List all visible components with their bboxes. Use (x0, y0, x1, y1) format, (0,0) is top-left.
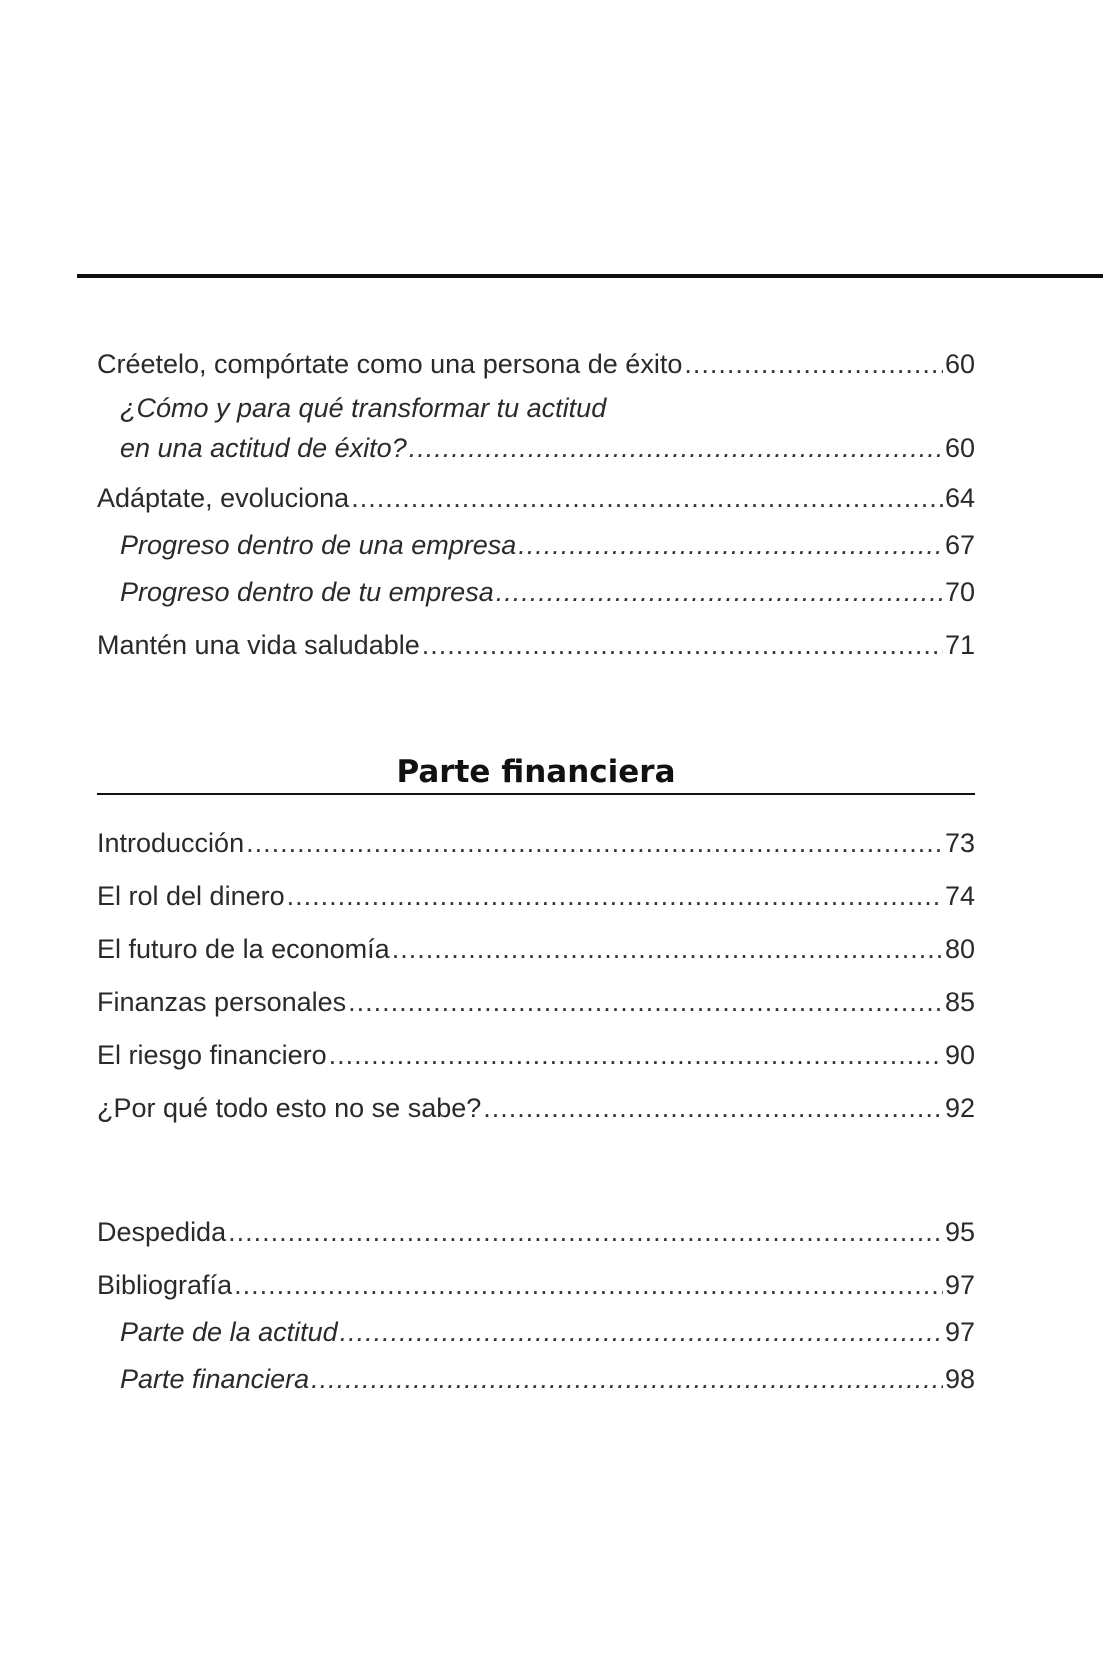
toc-entry-title: Parte financiera (120, 1364, 310, 1394)
toc-entry-title: Bibliografía (97, 1270, 233, 1300)
toc-entry-page: 67 (944, 530, 975, 560)
toc-entry-page: 60 (944, 433, 975, 463)
dot-leader (684, 347, 943, 381)
toc-entry[interactable] (97, 985, 975, 1019)
toc-subentry[interactable] (97, 575, 975, 609)
toc-entry-page: 98 (944, 1364, 975, 1394)
dot-leader (246, 826, 943, 860)
toc-subentry-two-line[interactable] (97, 391, 975, 465)
dot-leader (422, 628, 943, 662)
dot-leader (483, 1091, 943, 1125)
toc-entry-page: 97 (944, 1317, 975, 1347)
toc-entry-page: 71 (944, 630, 975, 660)
dot-leader (351, 481, 943, 515)
dot-leader (228, 1215, 943, 1249)
toc-subentry (97, 431, 975, 465)
dot-leader (496, 575, 943, 609)
toc-entry-page: 92 (944, 1093, 975, 1123)
dot-leader (392, 932, 943, 966)
toc-entry-title: Créetelo, compórtate como una persona de éxito (97, 349, 683, 379)
top-divider (77, 274, 1103, 278)
dot-leader (234, 1268, 943, 1302)
toc-entry-title: ¿Por qué todo esto no se sabe? (97, 1093, 482, 1123)
toc-entry-page: 73 (944, 828, 975, 858)
toc-entry[interactable] (97, 932, 975, 966)
dot-leader (287, 879, 943, 913)
toc-subentry-title-line1: ¿Cómo y para qué transformar tu actitud (120, 393, 607, 423)
toc-entry[interactable] (97, 347, 975, 381)
toc-entry[interactable] (97, 1215, 975, 1249)
dot-leader (340, 1315, 943, 1349)
toc-entry-title: El futuro de la economía (97, 934, 390, 964)
dot-leader (409, 431, 943, 465)
toc-entry-page: 70 (944, 577, 975, 607)
toc-entry-title: Introducción (97, 828, 245, 858)
toc-entry-title: El rol del dinero (97, 881, 285, 911)
toc-block-closing (97, 1215, 975, 1396)
dot-leader (311, 1362, 943, 1396)
toc-entry[interactable] (97, 1091, 975, 1125)
toc-entry[interactable] (97, 826, 975, 860)
section-divider (97, 793, 975, 795)
toc-entry-page: 60 (944, 349, 975, 379)
toc-entry-title: Progreso dentro de una empresa (120, 530, 517, 560)
toc-subentry-title-line2: en una actitud de éxito? (120, 433, 407, 463)
toc-entry[interactable] (97, 879, 975, 913)
toc-entry-page: 64 (944, 483, 975, 513)
toc-entry[interactable] (97, 1038, 975, 1072)
toc-block-adapt (97, 481, 975, 662)
toc-entry-page: 80 (944, 934, 975, 964)
toc-entry-title: Despedida (97, 1217, 227, 1247)
toc-entry-title: Adáptate, evoluciona (97, 483, 350, 513)
toc-entry-page: 90 (944, 1040, 975, 1070)
dot-leader (329, 1038, 943, 1072)
toc-entry[interactable] (97, 1268, 975, 1302)
toc-entry-page: 74 (944, 881, 975, 911)
toc-entry-title: Mantén una vida saludable (97, 630, 420, 660)
toc-entry-title: El riesgo financiero (97, 1040, 327, 1070)
toc-entry-title: Finanzas personales (97, 987, 347, 1017)
toc-subentry[interactable] (97, 1315, 975, 1349)
toc-subentry[interactable] (97, 1362, 975, 1396)
dot-leader (518, 528, 943, 562)
toc-subentry[interactable] (97, 528, 975, 562)
toc-entry[interactable] (97, 628, 975, 662)
toc-entry-page: 85 (944, 987, 975, 1017)
toc-block-financial (97, 826, 975, 1125)
section-heading: Parte financiera (396, 754, 676, 790)
dot-leader (348, 985, 943, 1019)
toc-entry-page: 95 (944, 1217, 975, 1247)
toc-entry-page: 97 (944, 1270, 975, 1300)
toc-entry-title: Progreso dentro de tu empresa (120, 577, 494, 607)
toc-block-attitude (97, 347, 975, 381)
toc-entry-title: Parte de la actitud (120, 1317, 338, 1347)
toc-entry[interactable] (97, 481, 975, 515)
